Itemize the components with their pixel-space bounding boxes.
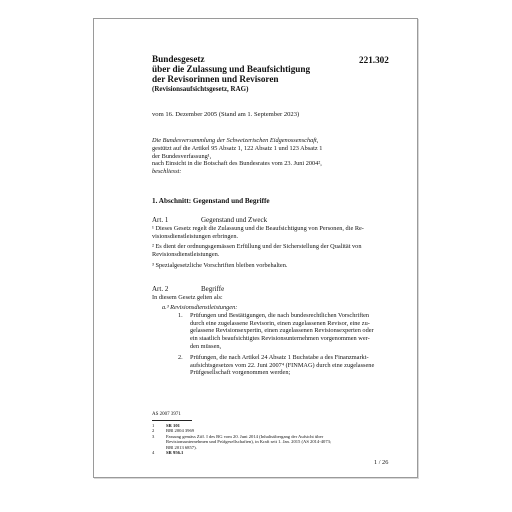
footnote-text: Revisionsunternehmen und Prüfgesellschaften), in Kraft seit 1. Jan. 2015 (AS 2014-4073; [166, 439, 332, 445]
preamble-line: nach Einsicht in die Botschaft des Bundesrates vom 23. Juni 2004², [152, 160, 322, 168]
preamble-line: der Bundesverfassung¹, [152, 152, 212, 160]
title-line: der Revisorinnen und Revisoren [152, 74, 279, 84]
paragraph-line: Prüfungen und Bestätigungen, die nach bundesrechtlichen Vorschriften [190, 312, 370, 319]
paragraph-line: visionsdienstleistungen erbringen. [152, 232, 239, 240]
paragraph-line: Prüfgesellschaft vorgenommen werden; [190, 369, 291, 377]
footnotes [152, 423, 331, 455]
as-reference: AS 2007 3971 [152, 412, 181, 417]
article-2-title: Begriffe [201, 285, 225, 293]
document-page [93, 18, 418, 478]
article-1-body [152, 225, 364, 270]
page-number: 1 / 26 [374, 459, 389, 466]
footnote-number: 2 [152, 428, 155, 434]
sub-item-1 [190, 312, 374, 351]
paragraph-line: Revisionsdienstleistungen. [152, 251, 220, 259]
preamble-line: gestützt auf die Artikel 95 Absatz 1, 122 Absatz 1 und 123 Absatz 1 [152, 144, 323, 152]
paragraph-line: gelassene Revisionsexpertin, einen zugelassenen Revisionsexperten oder [190, 327, 374, 335]
footnote-number: 3 [152, 433, 155, 439]
title-line: Bundesgesetz [152, 54, 205, 64]
footnote-text: SR 956.1 [166, 450, 184, 456]
footnote-text: SR 101 [166, 423, 180, 428]
footnote-number: 4 [152, 450, 155, 456]
paragraph-line: den müssen, [190, 342, 222, 350]
footnote-row [152, 450, 331, 455]
paragraph-line: Prüfungen, die nach Artikel 24 Absatz 1 Buchstabe a des Finanzmarkt- [190, 354, 369, 361]
article-2-intro: In diesem Gesetz gelten als: [152, 294, 223, 301]
paragraph-line: ² Es dient der ordnungsgemässen Erfüllung und der Sicherstellung der Qualität von [152, 243, 362, 251]
article-2-item-a: a.³ Revisionsdienstleistungen: [162, 304, 238, 311]
preamble-line: beschliesst: [152, 168, 182, 176]
sub-item-number: 1. [178, 312, 183, 319]
preamble [152, 137, 322, 176]
sub-item-number: 2. [178, 354, 183, 361]
footnote-number: 1 [152, 423, 155, 428]
article-2-label: Art. 2 [152, 285, 169, 293]
footnote-text: BBl 2013 6857). [166, 444, 197, 450]
footnote-text: BBl 2004 3969 [166, 428, 195, 434]
paragraph-line: durch eine zugelassene Revisorin, einen zugelassenen Revisor, eine zu- [190, 319, 370, 327]
article-1-title: Gegenstand und Zweck [201, 216, 268, 224]
title-short: (Revisionsaufsichtsgesetz, RAG) [152, 85, 249, 93]
preamble-line: Die Bundesversammlung der Schweizerischen Eidgenossenschaft, [152, 137, 319, 144]
document-title [152, 54, 310, 94]
sr-number: 221.302 [359, 55, 389, 65]
footnote-divider [152, 420, 192, 421]
section-heading: 1. Abschnitt: Gegenstand und Begriffe [152, 197, 270, 205]
paragraph-line: aufsichtsgesetzes vom 22. Juni 2007⁴ (FINMAG) durch eine zugelassene [190, 361, 375, 369]
sub-item-2 [190, 354, 374, 377]
paragraph-line: ¹ Dieses Gesetz regelt die Zulassung und die Beaufsichtigung von Personen, die Re- [152, 225, 364, 232]
footnote-text: Fassung gemäss Ziff. I des BG vom 20. Juni 2014 (Inhaltsübergang der Aufsicht über [166, 433, 324, 439]
paragraph-line: ein staatlich beaufsichtigtes Revisionsunternehmen vorgenommen wer- [190, 335, 370, 343]
date-line: vom 16. Dezember 2005 (Stand am 1. September 2023) [152, 111, 300, 118]
paragraph-line: ³ Spezialgesetzliche Vorschriften bleiben vorbehalten. [152, 261, 288, 269]
article-1-label: Art. 1 [152, 216, 169, 224]
title-line: über die Zulassung und Beaufsichtigung [152, 64, 311, 74]
